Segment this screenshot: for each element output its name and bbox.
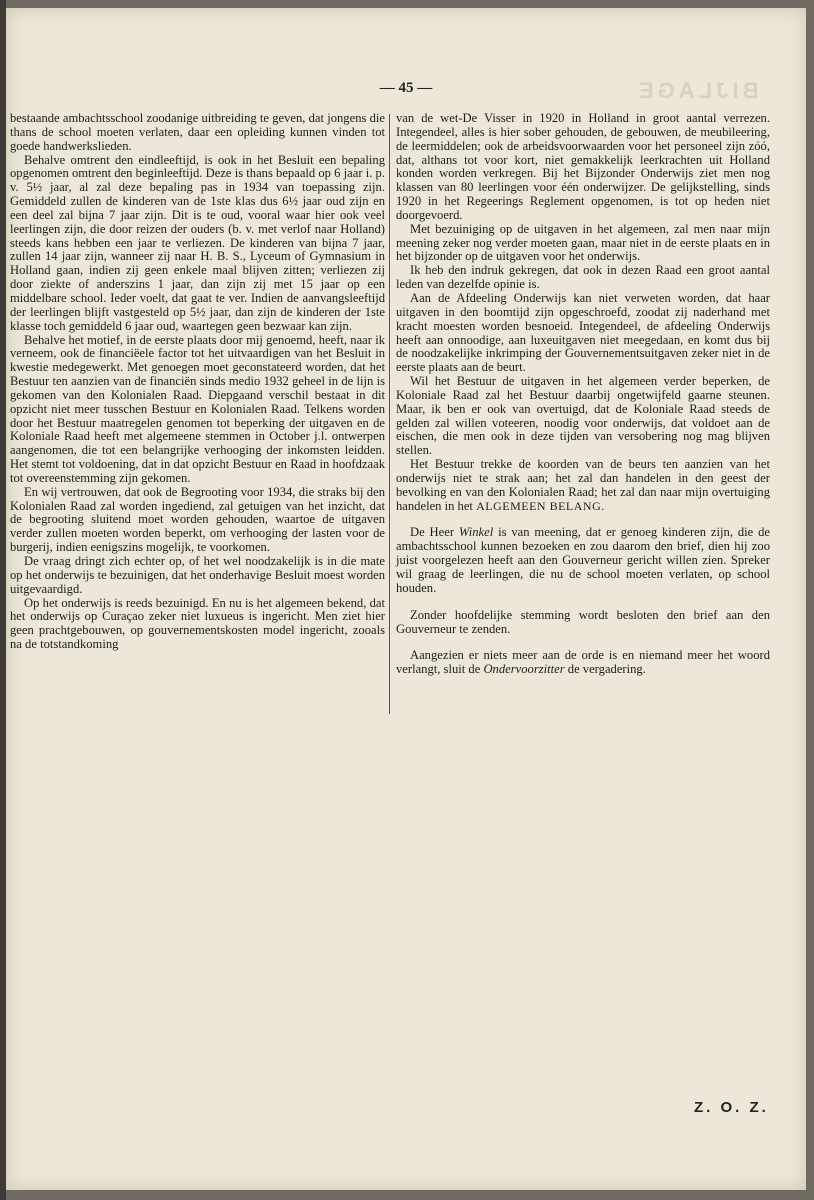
paragraph: bestaande ambachtsschool zoodanige uitbreiding te geven, dat jongens die thans de school moeten verlaten, daar een opleiding kunnen vinden tot goede handwerkslieden. [10,111,385,153]
paragraph: De vraag dringt zich echter op, of het wel noodzakelijk is in die mate op het onderwijs te bezuinigen, dat het onderhavige Besluit moest worden uitgevaardigd. [10,554,385,596]
right-column [396,112,770,677]
page-turn-note: Z. O. Z. [694,1099,769,1116]
paragraph-text: Het Bestuur trekke de koorden van de beurs ten aanzien van het onderwijs niet te strak aan; het zal dan handelen in den geest der bevolking en van den Kolonialen Raad; het zal dan naar mijn overtuiging handelen in het [396,457,770,513]
paragraph [396,526,770,595]
document-page [6,8,806,1190]
paragraph: Met bezuiniging op de uitgaven in het algemeen, zal men naar mijn meening zeker nog verder moeten gaan, maar niet in de eerste plaats en in het bijzonder op de uitgaven voor het onderwijs. [396,221,770,264]
paragraph [396,649,770,677]
paragraph [396,458,770,513]
emphasis-caps: ALGEMEEN BELANG. [476,498,605,513]
paragraph: Ik heb den indruk gekregen, dat ook in dezen Raad een groot aantal leden van dezelfde opinie is. [396,263,770,292]
paragraph: Op het onderwijs is reeds bezuinigd. En nu is het algemeen bekend, dat het onderwijs op Curaçao zeker niet luxueus is ingericht. Men ziet hier geen prachtgebouwen, op gouvernementskosten model ingericht, zooals na de totstandkoming [10,595,385,652]
speaker-prefix: De Heer [410,525,455,540]
paragraph: Behalve omtrent den eindleeftijd, is ook in het Besluit een bepaling opgenomen omtrent den beginleeftijd. Deze is thans bepaald op 6 jaar i. p. v. 5½ jaar, al zal deze bepaling pas in 1934 van toepassing zijn. Gemiddeld zullen de kinderen van de 1ste klas dus 6½ jaar oud zijn en een deel zal bijna 7 jaar zijn. Dit is te oud, vooral waar hier ook veel leerlingen zijn, die door reizen der ouders (b. v. met verlof naar Holland) steeds kans hebben een jaar te verliezen. De kinderen van bijna 7 jaar, zullen 14 jaar zijn, wanneer zij naar H. B. S., Lyceum of Gymnasium in Holland gaan, indien zij geen enkele maal blijven zitten; verliezen zij door ziekte of anderszins 1 jaar, dan zijn zij met 15 jaar op een middelbare school. Ieder voelt, dat gaat te ver. Indien de aanvangsleeftijd der leerlingen blijft vastgesteld op 5½ jaar, dan zijn de kinderen der 1ste klasse toch gemiddeld 6 jaar oud, waartegen geen bezwaar kan zijn. [10,152,385,333]
left-column [10,112,385,652]
paragraph: En wij vertrouwen, dat ook de Begrooting voor 1934, die straks bij den Kolonialen Raad zal worden ingediend, zal getuigen van het inzicht, dat de begrooting sluitend moet worden gehouden, waartoe de uitgaven verder zullen moeten worden beperkt, om verhooging der lasten voor de burgerij, indien eenigszins mogelijk, te voorkomen. [10,484,385,555]
paragraph: Zonder hoofdelijke stemming wordt besloten den brief aan den Gouverneur te zenden. [396,607,770,636]
paragraph: Behalve het motief, in de eerste plaats door mij genoemd, heeft, naar ik verneem, ook de financiëele factor tot het uitvaardigen van het Besluit in kwestie medegewerkt. Met genoegen moet geconstateerd worden, dat het Bestuur ten aanzien van de financiën sinds medio 1932 geheel in de lijn is gekomen van den Kolonialen Raad. Diepgaand verschil bestaat in dit opzicht niet meer tusschen Bestuur en Kolonialen Raad. Telkens worden door het Bestuur maatregelen genomen tot beperking der uitgaven en de Koloniale Raad heeft met algemeene stemmen in October j.l. ontwerpen aangenomen, die tot een belangrijke verhooging der inkomsten leidden. Het stemt tot voldoening, dat in dat opzicht Bestuur en Raad in hoofdzaak tot overeenstemming zijn gekomen. [10,332,385,485]
paragraph: Wil het Bestuur de uitgaven in het algemeen verder beperken, de Koloniale Raad zal het Bestuur daarbij ongetwijfeld gaarne steunen. Maar, ik ben er ook van overtuigd, dat de Koloniale Raad steeds de gelden zal willen voteeren, noodig voor onderwijs, dat voldoet aan de eischen, die men ook in deze tijden van versobering nog mag blijven stellen. [396,374,770,458]
page-number: — 45 — [379,80,433,96]
paragraph-text: de vergadering. [567,662,646,677]
speaker-name: Winkel [458,525,494,540]
column-divider [389,114,390,714]
paragraph-text: Aangezien er niets meer aan de orde is en niemand meer het woord verlangt, sluit de [396,648,770,677]
chair-title: Ondervoorzitter [483,662,565,677]
paragraph: Aan de Afdeeling Onderwijs kan niet verweten worden, dat haar uitgaven in den boomtijd zijn opgeschroefd, zoodat zij naderhand met kracht moesten worden besnoeid. Integendeel, de afdeeling Onderwijs heeft aan onnoodige, aan luxeuitgaven niet meegedaan, en komt dus bij de noodzakelijke inkrimping der Gouvernementsuitgaven zeker niet in de eerste plaats aan de beurt. [396,290,770,375]
paragraph-text: is van meening, dat er genoeg kinderen zijn, die de ambachtsschool kunnen bezoeken en zou daarom den brief, dien hij zoo juist voorgelezen heeft aan den Gouverneur gericht willen zien. Spreker wil graag de leerlingen, die nu de school moeten verlaten, op school houden. [396,525,770,595]
paragraph: van de wet-De Visser in 1920 in Holland in groot aantal verrezen. Integendeel, alles is hier sober gehouden, de gebouwen, de meubileering, de leermiddelen; ook de arbeidsvoorwaarden voor het personeel zijn zóó, dat, althans tot voor kort, niet gemakkelijk leerkrachten uit Holland konden worden verkregen. Bij het Bijzonder Onderwijs ziet men nog klassen van 80 leerlingen voor één onderwijzer. De gelijkstelling, sinds 1920 in het Regeerings Reglement opgenomen, is tot op heden niet doorgevoerd. [396,111,770,222]
show-through-ghost-text: BIJLAGE [634,78,758,103]
